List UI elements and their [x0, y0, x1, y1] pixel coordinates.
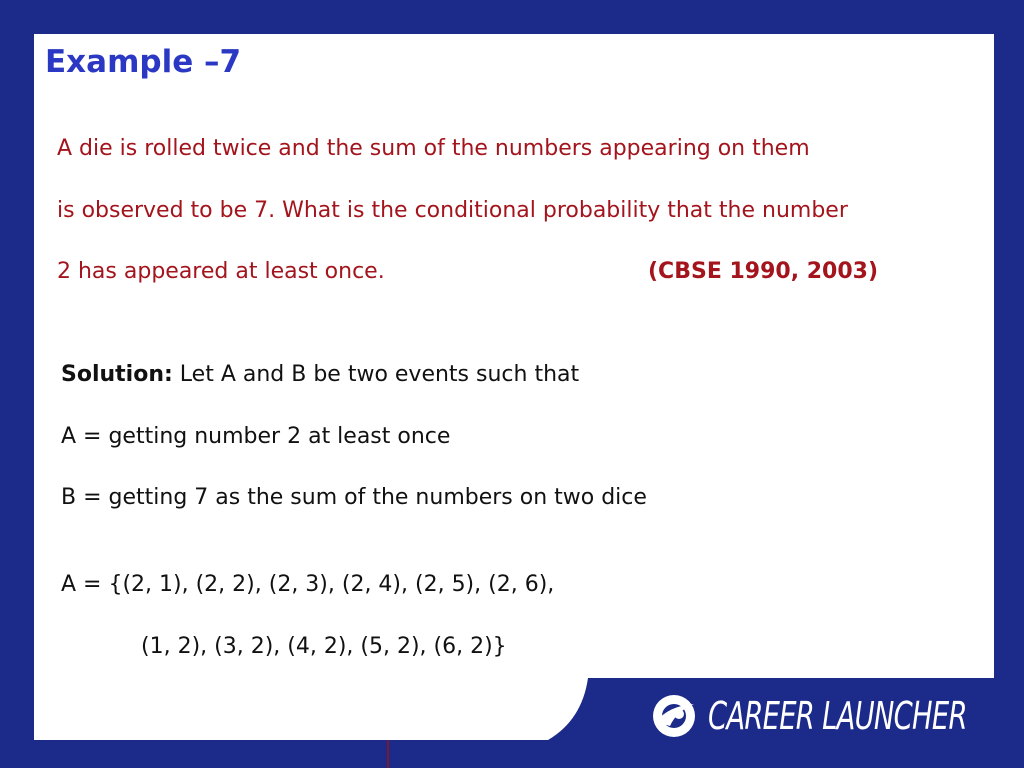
- event-b-definition: B = getting 7 as the sum of the numbers on two dice: [61, 485, 647, 510]
- career-launcher-logo: [650, 692, 1024, 740]
- solution-label: Solution:: [61, 362, 173, 387]
- question-line-3: 2 has appeared at least once.: [57, 259, 385, 284]
- set-a-line-1: A = {(2, 1), (2, 2), (2, 3), (2, 4), (2, 5), (2, 6),: [61, 572, 555, 597]
- solution-intro: [61, 362, 579, 387]
- set-a-line-2: (1, 2), (3, 2), (4, 2), (5, 2), (6, 2)}: [141, 634, 507, 659]
- logo-text: CAREER LAUNCHER: [708, 694, 967, 738]
- question-line-2: is observed to be 7. What is the conditional probability that the number: [57, 198, 848, 223]
- solution-intro-text: Let A and B be two events such that: [172, 362, 580, 387]
- slide-title: Example –7: [45, 44, 242, 80]
- event-a-definition: A = getting number 2 at least once: [61, 424, 451, 449]
- question-source: (CBSE 1990, 2003): [648, 259, 879, 284]
- career-launcher-logo-icon: [650, 692, 698, 740]
- question-line-1: A die is rolled twice and the sum of the numbers appearing on them: [57, 136, 810, 161]
